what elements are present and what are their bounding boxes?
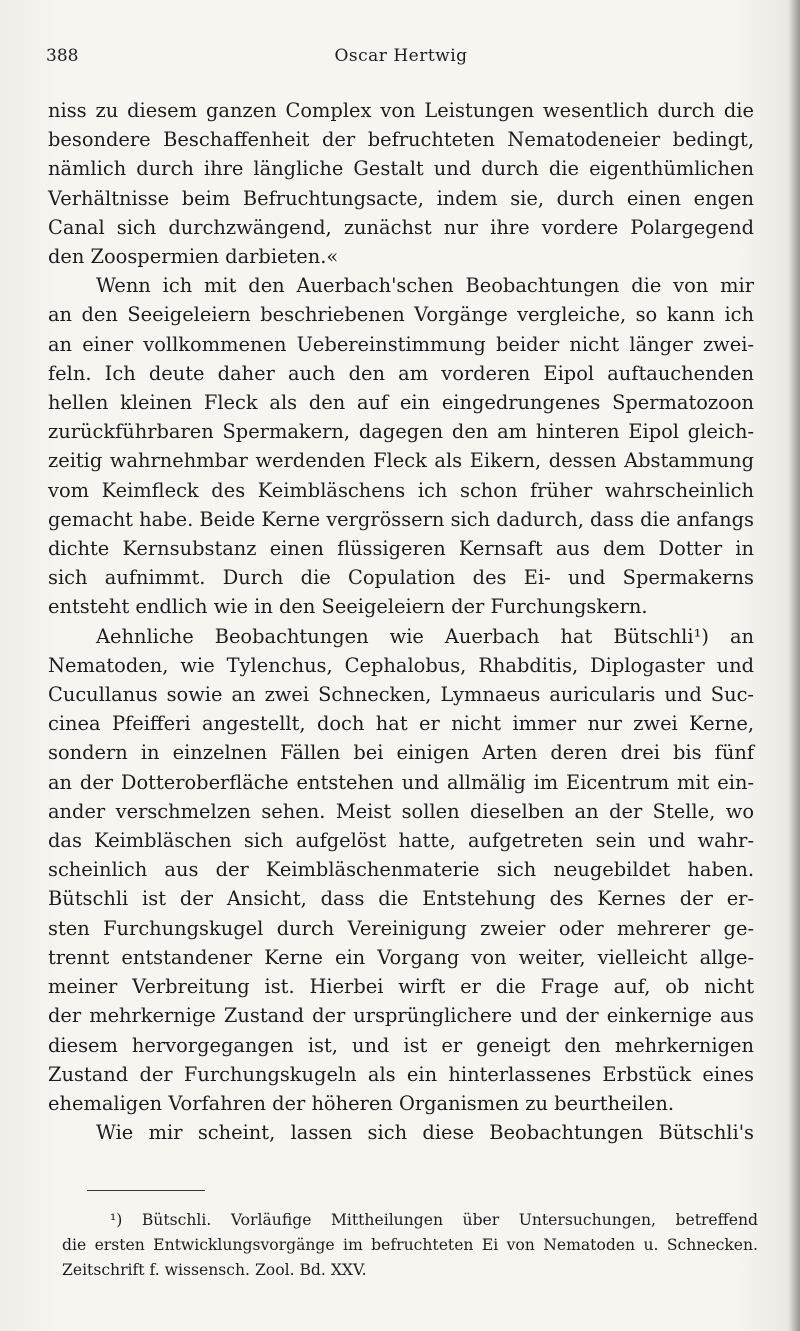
body-line: entsteht endlich wie in den Seeigeleiern der Furchungskern. xyxy=(48,595,648,619)
body-line: dichte Kernsubstanz einen flüssigeren Kernsaft aus dem Dotter in xyxy=(48,537,754,561)
body-line: Nematoden, wie Tylenchus, Cephalobus, Rhabditis, Diplogaster und xyxy=(48,653,754,677)
body-line: vom Keimfleck des Keimbläschens ich schon früher wahrscheinlich xyxy=(48,478,754,502)
body-line: Wenn ich mit den Auerbach'schen Beobachtungen die von mir xyxy=(96,274,754,298)
body-line: zeitig wahrnehmbar werdenden Fleck als Eikern, dessen Abstammung xyxy=(48,449,754,473)
body-line: ehemaligen Vorfahren der höheren Organismen zu beurtheilen. xyxy=(48,1091,675,1115)
page-header xyxy=(46,46,756,72)
body-line: an den Seeigeleiern beschriebenen Vorgänge vergleiche, so kann ich xyxy=(48,303,754,327)
running-head: Oscar Hertwig xyxy=(334,46,468,66)
body-line: sondern in einzelnen Fällen bei einigen Arten deren drei bis fünf xyxy=(48,741,754,765)
body-line: Wie mir scheint, lassen sich diese Beobachtungen Bütschli's xyxy=(96,1121,754,1145)
body-line: sich aufnimmt. Durch die Copulation des Ei- und Spermakerns xyxy=(48,566,754,590)
body-line: trennt entstandener Kerne ein Vorgang von weiter, vielleicht allge- xyxy=(48,945,754,969)
body-text xyxy=(48,96,754,1147)
footnote-divider xyxy=(87,1190,205,1191)
body-line: sten Furchungskugel durch Vereinigung zweier oder mehrerer ge- xyxy=(48,916,754,940)
body-line: ander verschmelzen sehen. Meist sollen dieselben an der Stelle, wo xyxy=(48,799,754,823)
body-line: zurückführbaren Spermakern, dagegen den am hinteren Eipol gleich- xyxy=(48,420,754,444)
body-line: scheinlich aus der Keimbläschenmaterie sich neugebildet haben. xyxy=(48,858,754,882)
body-line: Zustand der Furchungskugeln als ein hinterlassenes Erbstück eines xyxy=(48,1062,754,1086)
body-line: hellen kleinen Fleck als den auf ein eingedrungenes Spermatozoon xyxy=(48,391,754,415)
body-line: der mehrkernige Zustand der ursprünglichere und der einkernige aus xyxy=(48,1004,754,1028)
footnote-line: die ersten Entwicklungsvorgänge im befruchteten Ei von Nematoden u. Schnecken. xyxy=(62,1236,758,1254)
body-line: diesem hervorgegangen ist, und ist er geneigt den mehrkernigen xyxy=(48,1033,754,1057)
footnote-line: Zeitschrift f. wissensch. Zool. Bd. XXV. xyxy=(62,1261,367,1279)
body-line: gemacht habe. Beide Kerne vergrössern sich dadurch, dass die anfangs xyxy=(48,507,754,531)
page-edge-shadow xyxy=(788,0,800,1331)
body-line: besondere Beschaffenheit der befruchteten Nematodeneier bedingt, xyxy=(48,128,754,152)
body-line: Verhältnisse beim Befruchtungsacte, indem sie, durch einen engen xyxy=(48,186,754,210)
body-line: Canal sich durchzwängend, zunächst nur ihre vordere Polargegend xyxy=(48,215,754,239)
body-line: an der Dotteroberfläche entstehen und allmälig im Eicentrum mit ein- xyxy=(48,770,754,794)
body-line: an einer vollkommenen Uebereinstimmung beider nicht länger zwei- xyxy=(48,332,754,356)
body-line: Aehnliche Beobachtungen wie Auerbach hat Bütschli¹) an xyxy=(96,624,754,648)
footnote xyxy=(62,1208,758,1283)
body-line: nämlich durch ihre längliche Gestalt und durch die eigenthümlichen xyxy=(48,157,754,181)
body-line: cinea Pfeifferi angestellt, doch hat er nicht immer nur zwei Kerne, xyxy=(48,712,754,736)
body-line: das Keimbläschen sich aufgelöst hatte, aufgetreten sein und wahr- xyxy=(48,829,754,853)
body-line: niss zu diesem ganzen Complex von Leistungen wesentlich durch die xyxy=(48,99,754,122)
body-line: Cucullanus sowie an zwei Schnecken, Lymnaeus auricularis und Suc- xyxy=(48,683,754,707)
body-line: meiner Verbreitung ist. Hierbei wirft er die Frage auf, ob nicht xyxy=(48,975,754,999)
body-line: den Zoospermien darbieten.« xyxy=(48,245,339,269)
footnote-line: ¹) Bütschli. Vorläufige Mittheilungen über Untersuchungen, betreffend xyxy=(110,1211,758,1229)
body-line: Bütschli ist der Ansicht, dass die Entstehung des Kernes der er- xyxy=(48,887,754,911)
page-number: 388 xyxy=(46,46,79,66)
body-line: feln. Ich deute daher auch den am vorderen Eipol auftauchenden xyxy=(48,361,754,385)
